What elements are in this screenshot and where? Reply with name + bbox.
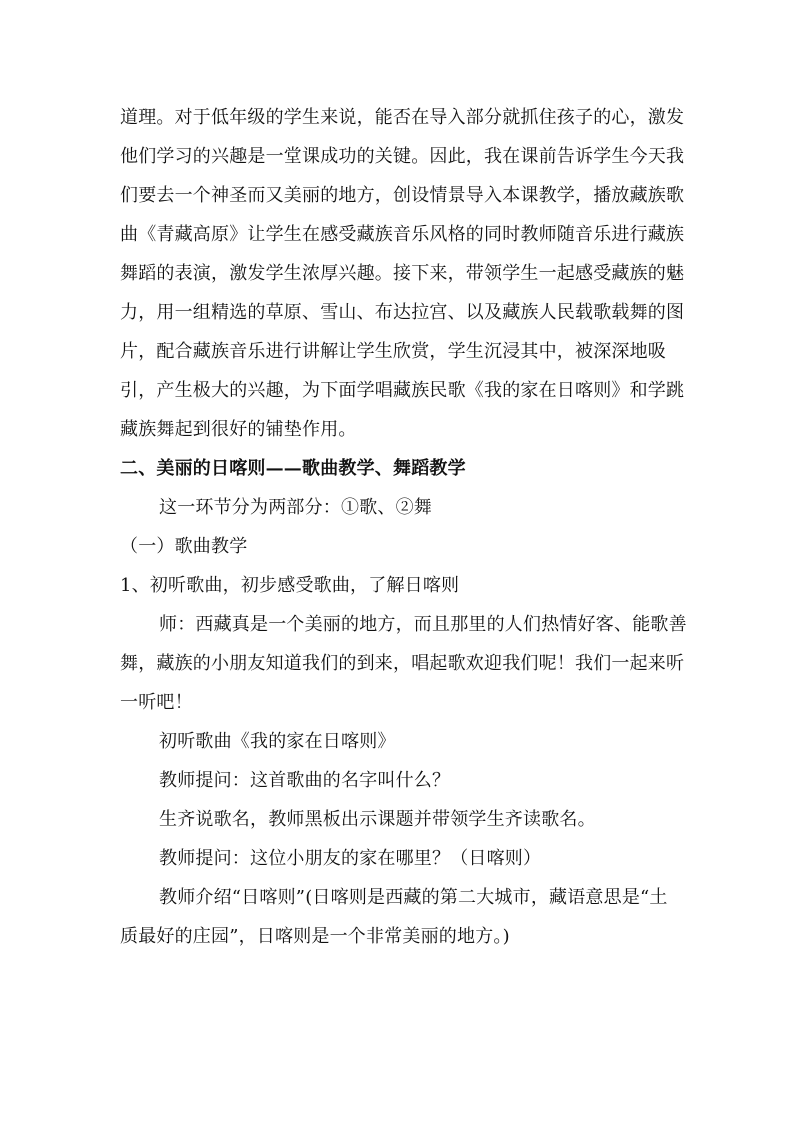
paragraph-line: 力，用一组精选的草原、雪山、布达拉宫、以及藏族人民载歌载舞的图 xyxy=(120,302,685,323)
paragraph-line: 教师提问：这位小朋友的家在哪里？（日喀则） xyxy=(159,848,542,869)
step-heading: 1、初听歌曲，初步感受歌曲，了解日喀则 xyxy=(120,575,460,596)
section-heading: 二、美丽的日喀则——歌曲教学、舞蹈教学 xyxy=(120,458,466,479)
paragraph-line: 藏族舞起到很好的铺垫作用。 xyxy=(120,419,357,440)
paragraph-line: 一听吧！ xyxy=(120,692,193,713)
paragraph-line: 初听歌曲《我的家在日喀则》 xyxy=(159,731,396,752)
paragraph-line: 他们学习的兴趣是一堂课成功的关键。因此，我在课前告诉学生今天我 xyxy=(120,146,685,167)
paragraph-line: 教师介绍“日喀则”(日喀则是西藏的第二大城市，藏语意思是“土 xyxy=(159,887,668,908)
paragraph-line: 质最好的庄园”，日喀则是一个非常美丽的地方。) xyxy=(120,926,510,947)
paragraph-line: 片，配合藏族音乐进行讲解让学生欣赏，学生沉浸其中，被深深地吸 xyxy=(120,341,666,362)
paragraph-line: 引，产生极大的兴趣，为下面学唱藏族民歌《我的家在日喀则》和学跳 xyxy=(120,380,685,401)
paragraph-line: 舞，藏族的小朋友知道我们的到来，唱起歌欢迎我们呢！我们一起来听 xyxy=(120,653,685,674)
paragraph-line: 师：西藏真是一个美丽的地方，而且那里的人们热情好客、能歌善 xyxy=(159,614,687,635)
paragraph-line: 道理。对于低年级的学生来说，能否在导入部分就抓住孩子的心，激发 xyxy=(120,107,685,128)
paragraph-line: 教师提问：这首歌曲的名字叫什么？ xyxy=(159,770,451,791)
subsection-heading: （一）歌曲教学 xyxy=(120,536,248,557)
paragraph-line: 们要去一个神圣而又美丽的地方，创设情景导入本课教学，播放藏族歌 xyxy=(120,185,685,206)
paragraph-line: 生齐说歌名，教师黑板出示课题并带领学生齐读歌名。 xyxy=(159,809,596,830)
paragraph-line: 舞蹈的表演，激发学生浓厚兴趣。接下来，带领学生一起感受藏族的魅 xyxy=(120,263,685,284)
paragraph-line: 这一环节分为两部分：①歌、②舞 xyxy=(159,497,432,518)
paragraph-line: 曲《青藏高原》让学生在感受藏族音乐风格的同时教师随音乐进行藏族 xyxy=(120,224,685,245)
